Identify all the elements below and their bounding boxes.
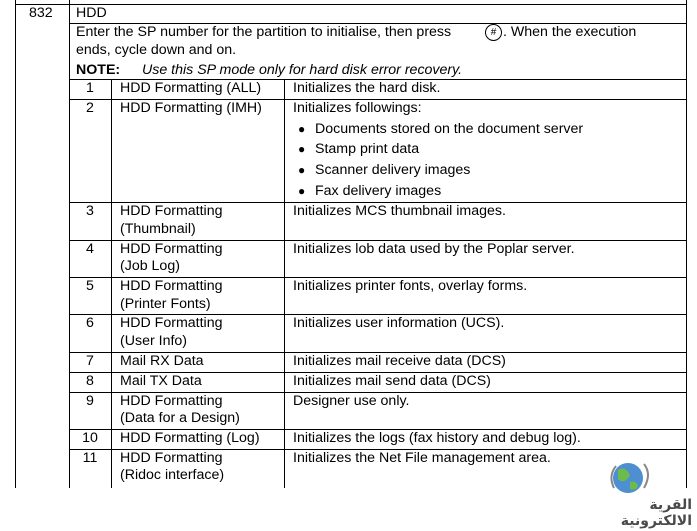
hash-key-icon: # [485, 24, 502, 41]
sp-code: 832 [29, 5, 53, 21]
note-text: Use this SP mode only for hard disk error recovery. [142, 62, 463, 78]
row-number: 11 [82, 450, 98, 466]
row-description: Initializes followings: [293, 100, 422, 116]
row-name: HDD Formatting (IMH) [120, 100, 262, 116]
column-divider-num [111, 79, 112, 488]
bullet-item: Fax delivery images [315, 183, 442, 199]
row-description: Initializes the Net File management area. [293, 450, 551, 466]
watermark-text: القرية الالكترونية [620, 497, 692, 529]
note-label: NOTE: [76, 62, 121, 78]
row-number: 1 [86, 80, 94, 96]
row-name-line2: (Data for a Design) [120, 410, 240, 426]
row-name-line2: (Thumbnail) [120, 221, 196, 237]
row-number: 4 [86, 241, 94, 257]
row-name: Mail TX Data [120, 373, 202, 389]
row-number: 3 [86, 203, 94, 219]
column-divider-name [284, 79, 285, 488]
row-name: HDD Formatting [120, 241, 223, 257]
row-name-line2: (Ridoc interface) [120, 467, 225, 483]
row-number: 6 [86, 315, 94, 331]
row-name: HDD Formatting [120, 203, 223, 219]
row-number: 7 [86, 353, 94, 369]
table-border-right [686, 0, 687, 488]
row-number: 8 [86, 373, 94, 389]
row-description: Initializes mail send data (DCS) [293, 373, 491, 389]
row-name: HDD Formatting (ALL) [120, 80, 262, 96]
row-name-line2: (User Info) [120, 333, 188, 349]
row-description: Initializes user information (UCS). [293, 315, 505, 331]
row-name: HDD Formatting [120, 393, 223, 409]
row-name-line2: (Printer Fonts) [120, 296, 211, 312]
row-name: HDD Formatting [120, 450, 223, 466]
row-number: 2 [86, 100, 94, 116]
row-description: Initializes printer fonts, overlay forms. [293, 278, 528, 294]
row-description: Initializes mail receive data (DCS) [293, 353, 506, 369]
bullet-item: Stamp print data [315, 141, 420, 157]
row-name-line2: (Job Log) [120, 258, 180, 274]
row-number: 10 [82, 430, 98, 446]
row-name: HDD Formatting [120, 278, 223, 294]
row-description: Initializes MCS thumbnail images. [293, 203, 506, 219]
row-name: Mail RX Data [120, 353, 204, 369]
bullet-icon: ● [298, 163, 306, 177]
row-description: Designer use only. [293, 393, 410, 409]
bullet-icon: ● [298, 142, 306, 156]
row-name: HDD Formatting [120, 315, 223, 331]
instruction-text-end: . When the execution [503, 24, 637, 40]
row-description: Initializes the hard disk. [293, 80, 441, 96]
row-number: 9 [86, 393, 94, 409]
row-name: HDD Formatting (Log) [120, 430, 260, 446]
bullet-icon: ● [298, 184, 306, 198]
table-border-left [15, 0, 16, 488]
row-number: 5 [86, 278, 94, 294]
row-description: Initializes lob data used by the Poplar server. [293, 241, 575, 257]
section-title: HDD [76, 5, 107, 21]
top-border [15, 4, 687, 5]
bullet-icon: ● [298, 122, 306, 136]
instruction-text: Enter the SP number for the partition to initialise, then press [76, 24, 452, 40]
bullet-item: Scanner delivery images [315, 162, 471, 178]
instruction-text-line2: ends, cycle down and on. [76, 42, 237, 58]
row-description: Initializes the logs (fax history and debug log). [293, 430, 581, 446]
bullet-item: Documents stored on the document server [315, 121, 584, 137]
